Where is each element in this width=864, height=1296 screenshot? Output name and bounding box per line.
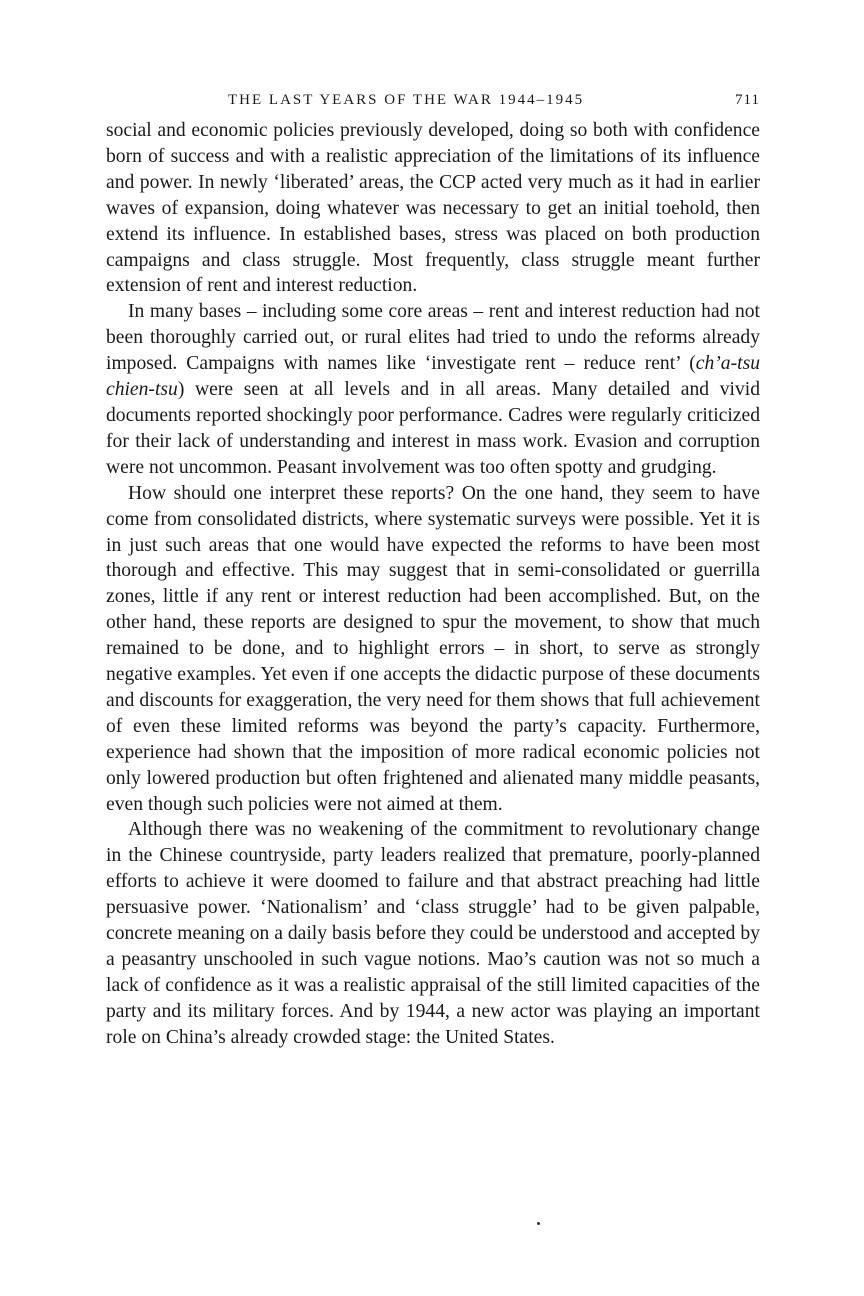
paragraph-rent-reduction	[106, 299, 760, 480]
paragraph-text: social and economic policies previously developed, doing so both with confidence born of success and with a realistic appreciation of the limitations of its influence and power. In newly ‘liberated’ areas, the CCP acted very much as it had in earlier waves of expansion, doing whatever was necessary to get an initial toehold, then extend its influence. In established bases, stress was placed on both production campaigns and class struggle. Most frequently, class struggle meant further extension of rent and interest reduction.	[106, 120, 760, 297]
paragraph-text: ) were seen at all levels and in all areas. Many detailed and vivid documents reported shockingly poor performance. Cadres were regularly criticized for their lack of understanding and interest in mass work. Evasion and corruption were not uncommon. Peasant involvement was too often spotty and grudging.	[106, 379, 760, 478]
paragraph-commitment	[106, 817, 760, 1050]
romanized-term: ch’a-tsu chien-tsu	[106, 353, 760, 401]
paragraph-interpretation	[106, 481, 760, 818]
paragraph-text: How should one interpret these reports? On the one hand, they seem to have come from consolidated districts, where systematic surveys were possible. Yet it is in just such areas that one would have expected the reforms to have been most thorough and effective. This may suggest that in semi-consolidated or guerrilla zones, little if any rent or interest reduction had been accomplished. But, on the other hand, these reports are designed to spur the movement, to show that much remained to be done, and to highlight errors – in short, to serve as strongly negative examples. Yet even if one accepts the didactic purpose of these documents and discounts for exaggeration, the very need for them shows that full achievement of even these limited reforms was beyond the party’s capacity. Furthermore, experience had shown that the imposition of more radical economic policies not only lowered production but often frightened and alienated many middle peasants, even though such policies were not aimed at them.	[106, 482, 760, 815]
page-number: 711	[735, 92, 760, 108]
paragraph-text: In many bases – including some core areas – rent and interest reduction had not been thoroughly carried out, or rural elites had tried to undo the reforms already imposed. Campaigns with names like ‘investigate rent – reduce rent’ (	[106, 301, 760, 375]
paragraph-continuation	[106, 118, 760, 299]
paragraph-text: Although there was no weakening of the commitment to revolutionary change in the Chinese countryside, party leaders realized that premature, poorly-planned efforts to achieve it were doomed to failure and that abstract preaching had little persuasive power. ‘Nationalism’ and ‘class struggle’ had to be given palpable, concrete meaning on a daily basis before they could be understood and accepted by a peasantry unschooled in such vague notions. Mao’s caution was not so much a lack of confidence as it was a realistic appraisal of the still limited capacities of the party and its military forces. And by 1944, a new actor was playing an important role on China’s already crowded stage: the United States.	[106, 819, 760, 1048]
stray-ink-mark	[537, 1222, 540, 1225]
running-title: THE LAST YEARS OF THE WAR 1944–1945	[228, 92, 585, 108]
running-head	[106, 86, 760, 118]
book-page	[106, 86, 760, 1051]
